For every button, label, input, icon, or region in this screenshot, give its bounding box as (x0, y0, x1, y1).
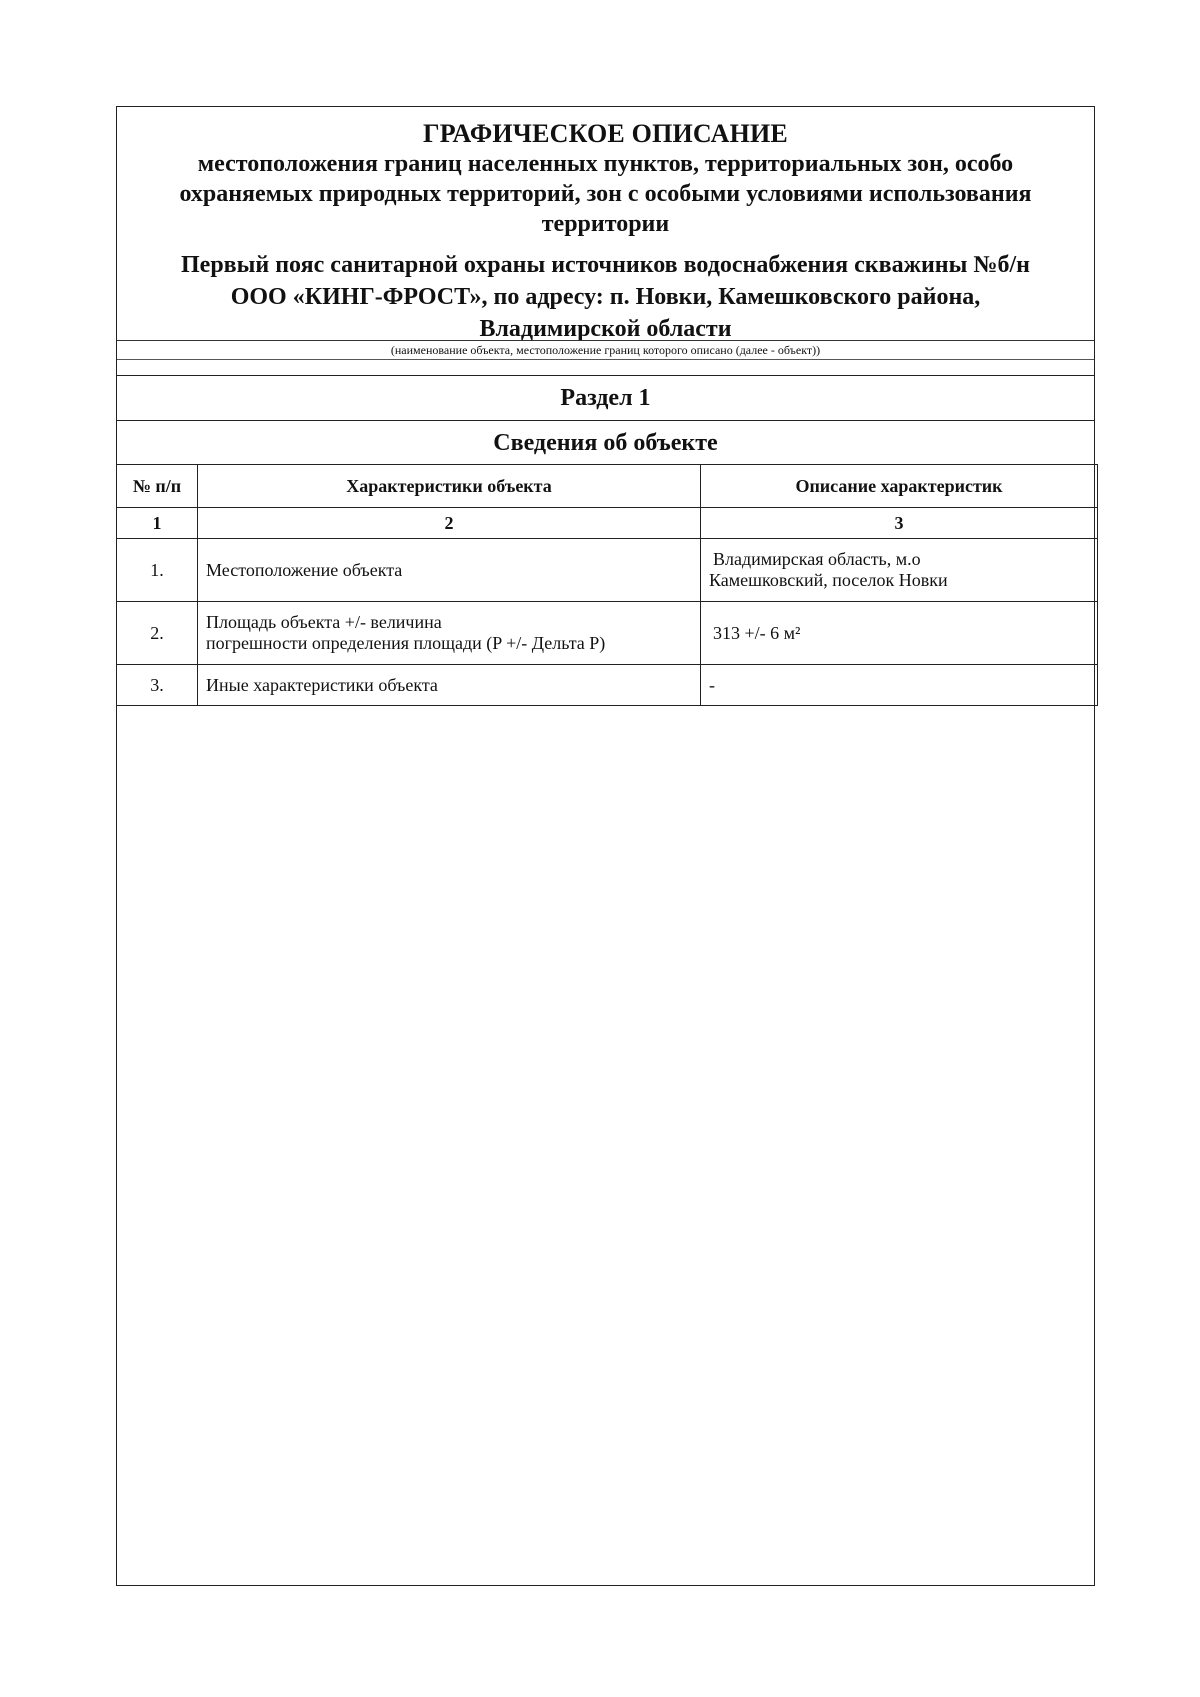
row-description (701, 539, 1098, 602)
row-description (701, 602, 1098, 665)
row-characteristic (198, 539, 701, 602)
document-title: ГРАФИЧЕСКОЕ ОПИСАНИЕ (423, 119, 788, 148)
row-characteristic (198, 602, 701, 665)
description-line: - (709, 674, 715, 695)
column-number-1: 1 (117, 508, 198, 539)
column-number-3: 3 (701, 508, 1098, 539)
column-number-row (117, 508, 1098, 539)
row-num: 3. (117, 665, 198, 706)
description-line: 313 +/- 6 м² (713, 622, 801, 643)
object-caption: (наименование объекта, местоположение границ которого описано (далее - объект)) (390, 343, 821, 357)
column-number-2: 2 (198, 508, 701, 539)
row-num: 1. (117, 539, 198, 602)
row-characteristic (198, 665, 701, 706)
section-name: Раздел 1 (117, 375, 1094, 420)
description-line: Камешковский, поселок Новки (709, 570, 948, 590)
object-info-table (116, 464, 1098, 706)
header-characteristic: Характеристики объекта (198, 465, 701, 508)
object-underline (117, 340, 1094, 341)
row-description (701, 665, 1098, 706)
subtitle-line-2: охраняемых природных территорий, зон с особыми условиями использования (179, 181, 1032, 207)
object-line-3: Владимирской области (479, 316, 732, 342)
table-row (117, 602, 1098, 665)
characteristic-line: погрешности определения площади (P +/- Дельта P) (206, 633, 606, 653)
subtitle-line-3: территории (541, 211, 670, 237)
object-line-1: Первый пояс санитарной охраны источников водоснабжения скважины №б/н (181, 252, 1030, 278)
object-name (117, 249, 1094, 345)
characteristic-line: Иные характеристики объекта (206, 674, 438, 695)
characteristic-line: Местоположение объекта (206, 559, 403, 580)
caption-underline (117, 359, 1094, 360)
table-header-row (117, 465, 1098, 508)
section-heading: Сведения об объекте (117, 420, 1094, 465)
characteristic-line: Площадь объекта +/- величина (206, 612, 442, 632)
header-num: № п/п (117, 465, 198, 508)
document-frame (116, 106, 1095, 1586)
subtitle-line-1: местоположения границ населенных пунктов, территориальных зон, особо (197, 151, 1014, 177)
description-line: Владимирская область, м.о (713, 549, 921, 569)
table-row (117, 665, 1098, 706)
table-row (117, 539, 1098, 602)
header-description: Описание характеристик (701, 465, 1098, 508)
title-block (117, 119, 1094, 239)
row-num: 2. (117, 602, 198, 665)
object-line-2: ООО «КИНГ-ФРОСТ», по адресу: п. Новки, Камешковского района, (230, 284, 981, 310)
